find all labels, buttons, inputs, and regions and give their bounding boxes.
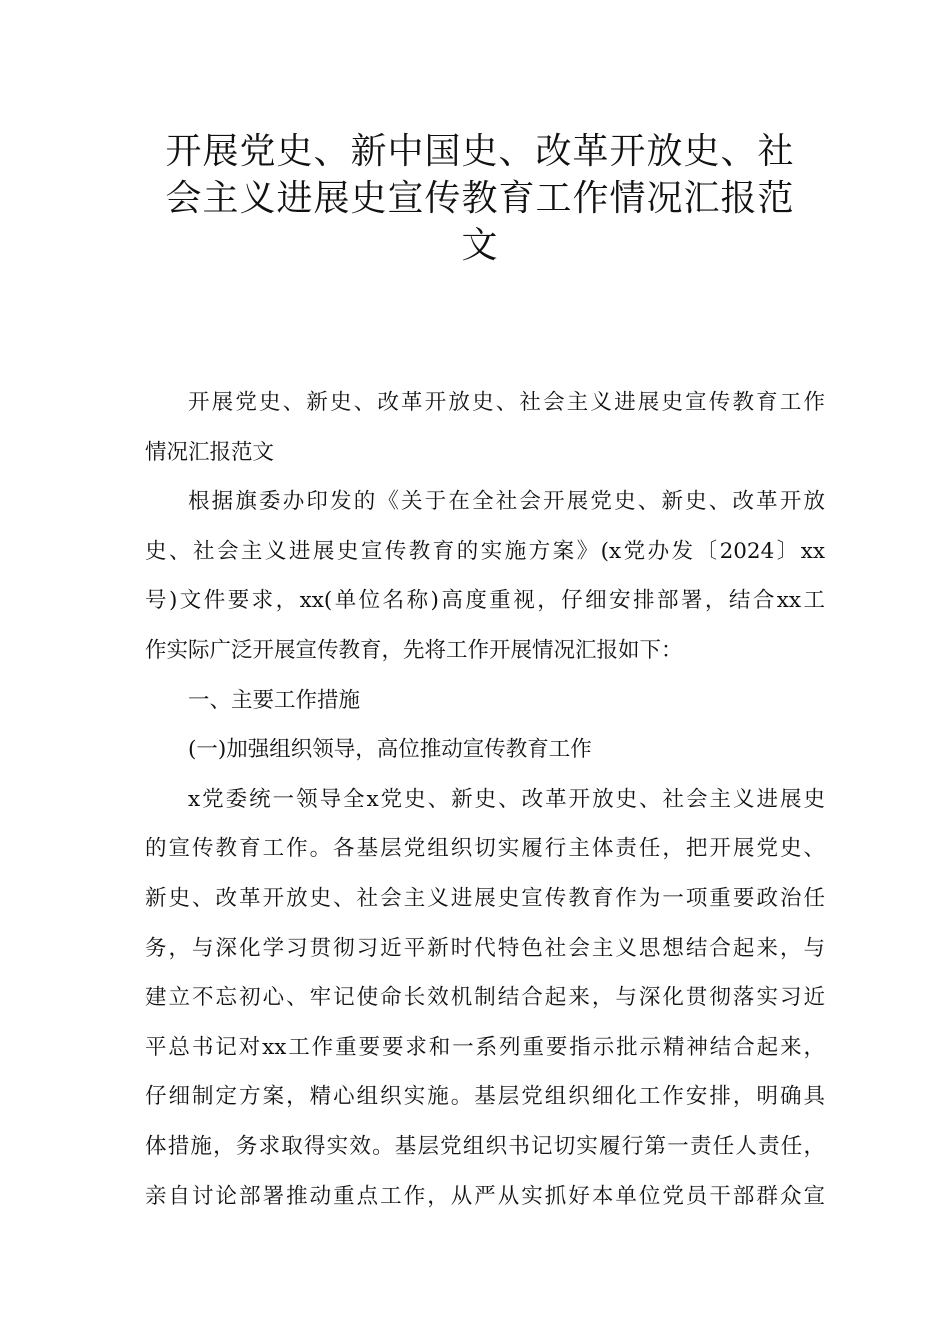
title-line: 会主义进展史宣传教育工作情况汇报范 <box>165 178 795 219</box>
document-body <box>145 378 825 1221</box>
text-line: 务，与深化学习贯彻习近平新时代特色社会主义思想结合起来，与 <box>145 935 825 961</box>
text-line: 新史、改革开放史、社会主义进展史宣传教育作为一项重要政治任 <box>145 885 825 911</box>
text-line: 建立不忘初心、牢记使命长效机制结合起来，与深化贯彻落实习近 <box>145 985 825 1011</box>
paragraph-body <box>145 775 825 1221</box>
text-line: 的宣传教育工作。各基层党组织切实履行主体责任，把开展党史、 <box>145 836 825 862</box>
text-line: 号)文件要求，xx(单位名称)高度重视，仔细安排部署，结合xx工 <box>145 588 825 614</box>
text-line: 根据旗委办印发的《关于在全社会开展党史、新史、改革开放 <box>188 489 825 515</box>
text-line: 一、主要工作措施 <box>188 687 361 713</box>
text-line: 史、社会主义进展史宣传教育的实施方案》(x党办发〔2024〕xx <box>145 538 825 564</box>
subsection-heading <box>145 725 825 775</box>
paragraph-intro <box>145 477 825 675</box>
text-line: x党委统一领导全x党史、新史、改革开放史、社会主义进展史 <box>188 786 825 812</box>
paragraph-subtitle <box>145 378 825 477</box>
title-line: 开展党史、新中国史、改革开放史、社 <box>165 131 795 172</box>
text-line: 亲自讨论部署推动重点工作，从严从实抓好本单位党员干部群众宣 <box>145 1183 825 1209</box>
text-line: (一)加强组织领导，高位推动宣传教育工作 <box>188 737 592 763</box>
document-title <box>140 128 820 269</box>
text-line: 情况汇报范文 <box>145 439 275 465</box>
title-line: 文 <box>461 225 499 266</box>
text-line: 体措施，务求取得实效。基层党组织书记切实履行第一责任人责任， <box>145 1133 825 1159</box>
section-heading <box>145 676 825 726</box>
text-line: 开展党史、新史、改革开放史、社会主义进展史宣传教育工作 <box>188 390 825 415</box>
text-line: 平总书记对xx工作重要要求和一系列重要指示批示精神结合起来， <box>145 1034 825 1060</box>
text-line: 仔细制定方案，精心组织实施。基层党组织细化工作安排，明确具 <box>145 1084 825 1110</box>
text-line: 作实际广泛开展宣传教育，先将工作开展情况汇报如下： <box>145 637 683 663</box>
